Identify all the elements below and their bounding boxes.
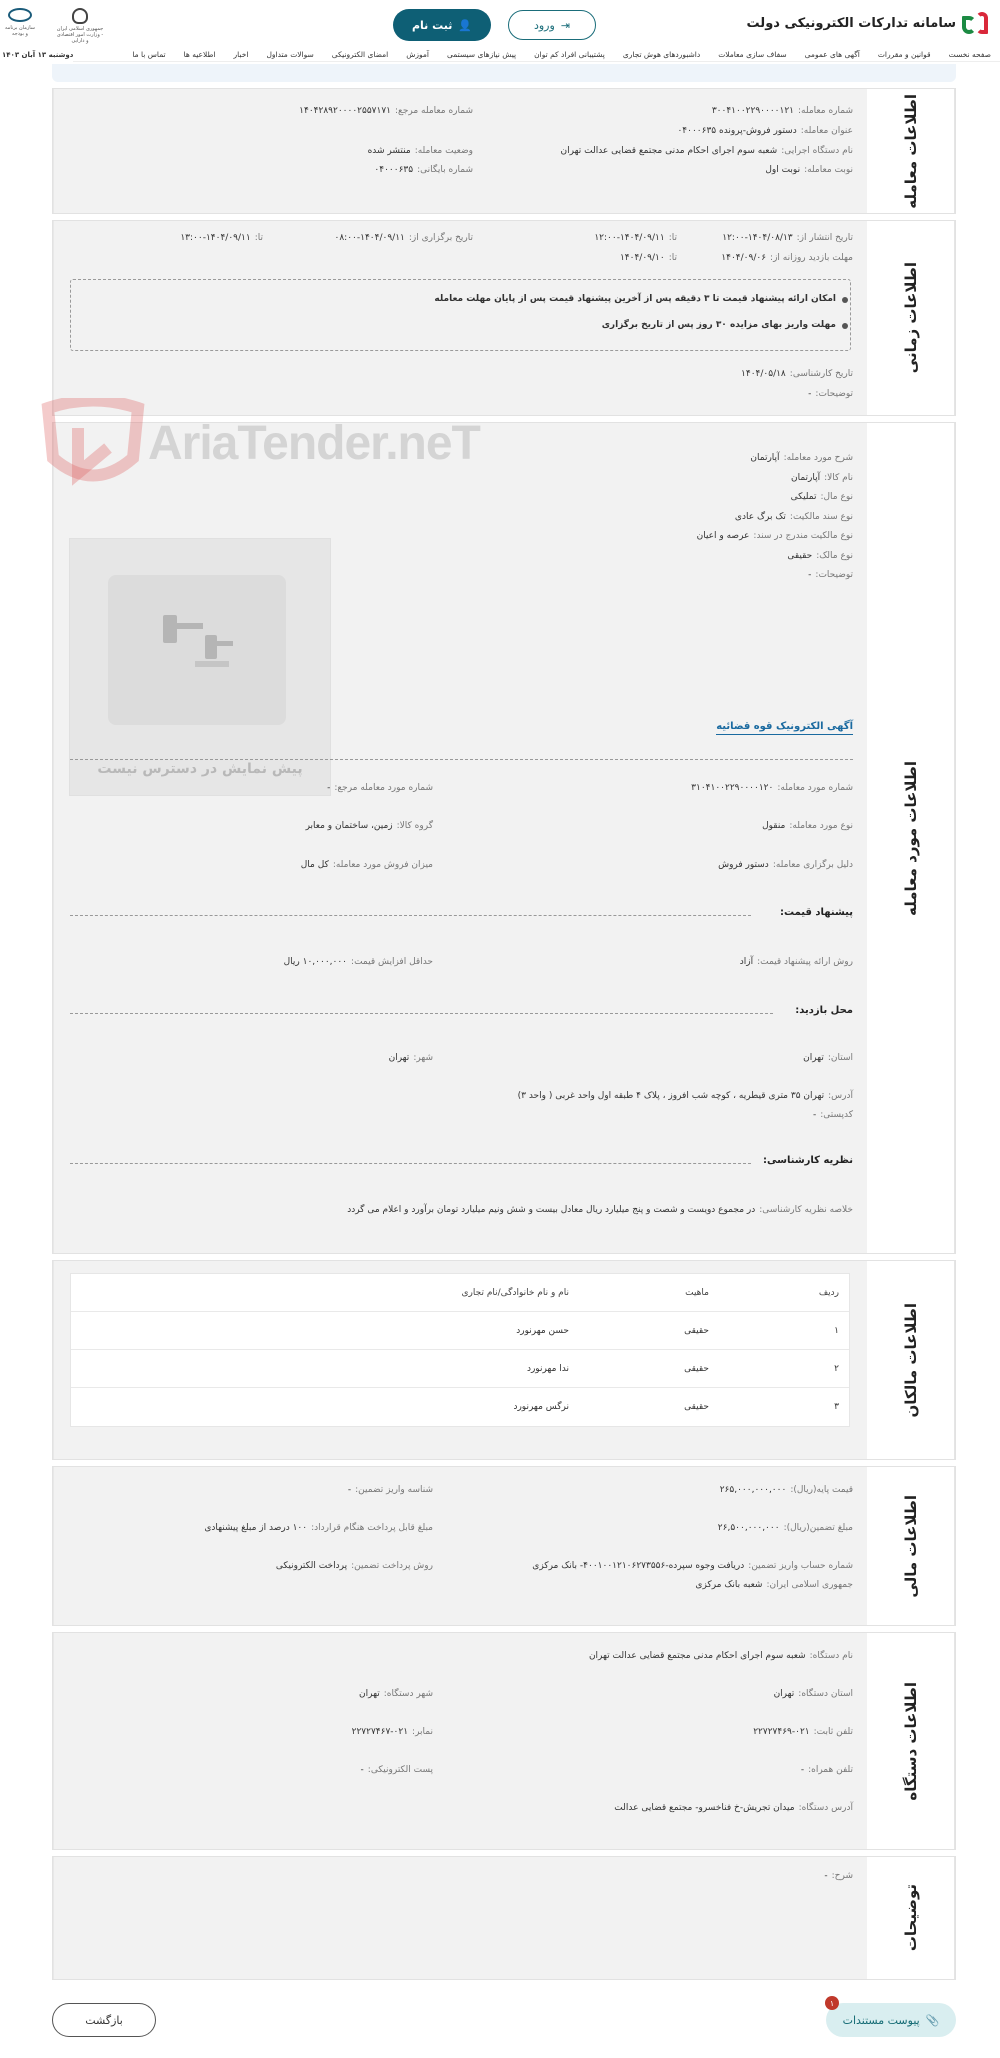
visit-city: شهر:تهران <box>388 1053 433 1063</box>
deal-round: نوبت معامله:نوبت اول <box>765 165 853 175</box>
image-unavailable-text: پیش نمایش در دسترس نیست <box>97 761 303 777</box>
visit-from: مهلت بازدید روزانه از:۱۴۰۴/۰۹/۰۶ <box>721 253 853 263</box>
col-index: ردیف <box>818 1288 839 1298</box>
item-goods: نام کالا:آپارتمان <box>790 473 853 483</box>
section-deal-info <box>52 88 956 214</box>
divider <box>70 915 751 916</box>
nav-item-support[interactable]: پشتیبانی افراد کم توان <box>534 50 605 59</box>
min-increase: حداقل افزایش قیمت:۱۰,۰۰۰,۰۰۰ ریال <box>283 957 433 967</box>
nav-item-faq[interactable]: سوالات متداول <box>266 50 314 59</box>
item-kind: نوع مورد معامله:منقول <box>762 821 853 831</box>
notes-description: شرح:- <box>824 1871 853 1881</box>
visit-postal-code: کدپستی:- <box>812 1110 853 1120</box>
item-sale-amount: میزان فروش مورد معامله:کل مال <box>300 860 433 870</box>
judiciary-ad-link[interactable]: آگهی الکترونیک قوه قضائیه <box>716 721 853 735</box>
section-tab: اطلاعات معامله <box>867 89 955 213</box>
deal-archive: شماره بایگانی:۰۴۰۰۰۶۳۵ <box>374 165 473 175</box>
government-emblem: جمهوری اسلامی ایران - وزارت امور اقتصادی و دارایی <box>56 8 104 44</box>
deal-status: وضعیت معامله:منتشر شده <box>367 146 473 156</box>
attachments-count-badge: ۱ <box>825 1996 839 2010</box>
deal-executor: نام دستگاه اجرایی:شعبه سوم اجرای احکام مدنی مجتمع قضایی عدالت تهران <box>560 146 853 156</box>
paperclip-icon: 📎 <box>925 2013 940 2027</box>
divider <box>70 1013 773 1014</box>
section-owners <box>52 1260 956 1460</box>
time-notes-box <box>70 279 851 351</box>
nav-item-esign[interactable]: امضای الکترونیکی <box>331 50 389 59</box>
expert-date: تاریخ کارشناسی:۱۴۰۴/۰۵/۱۸ <box>741 369 853 379</box>
deal-number: شماره معامله:۳۰۰۴۱۰۰۲۲۹۰۰۰۰۱۲۱ <box>711 106 853 116</box>
nav-item-ads[interactable]: آگهی های عمومی <box>804 50 860 59</box>
device-city: شهر دستگاه:تهران <box>359 1689 433 1699</box>
item-ownership: نوع مالکیت مندرج در سند:عرصه و اعیان <box>696 531 853 541</box>
nav-item-notices[interactable]: اطلاعیه ها <box>183 50 216 59</box>
visit-address: آدرس:تهران ۳۵ متری قیطریه ، کوچه شب افروز ، پلاک ۴ طبقه اول واحد غربی ( واحد ۳) <box>517 1091 853 1101</box>
item-notes: توضیحات:- <box>808 570 853 580</box>
section-finance <box>52 1466 956 1626</box>
device-address: آدرس دستگاه:میدان تجریش-خ فناخسرو- مجتمع قضایی عدالت <box>614 1803 853 1813</box>
time-description: توضیحات:- <box>808 389 853 399</box>
table-header-row <box>71 1274 849 1312</box>
item-number: شماره مورد معامله:۳۱۰۴۱۰۰۲۲۹۰۰۰۰۱۲۰ <box>691 783 853 793</box>
held-from: تاریخ برگزاری از:۱۴۰۴/۰۹/۱۱-۰۸:۰۰ <box>334 233 473 243</box>
col-name: نام و نام خانوادگی/نام تجاری <box>461 1288 569 1298</box>
watermark-text: AriaTender.neT <box>148 417 480 470</box>
time-note: مهلت واریز بهای مزایده ۳۰ روز پس از تاریخ برگزاری <box>601 320 836 330</box>
divider <box>70 1163 751 1164</box>
section-device <box>52 1632 956 1850</box>
nav-item-transparency[interactable]: سفاف سازی معاملات <box>718 50 787 59</box>
organization-logo: سازمان برنامه و بودجه <box>4 8 36 44</box>
nav-item-laws[interactable]: قوانین و مقررات <box>877 50 931 59</box>
section-item-info <box>52 422 956 1254</box>
offer-method: روش ارائه پیشنهاد قیمت:آزاد <box>739 957 853 967</box>
item-owner-type: نوع مالک:حقیقی <box>787 551 853 561</box>
device-email: پست الکترونیکی:- <box>360 1765 433 1775</box>
section-tab: اطلاعات مالکان <box>867 1261 955 1459</box>
setad-logo-icon <box>962 10 988 36</box>
nav-item-dashboards[interactable]: داشبوردهای هوش تجاری <box>622 50 701 59</box>
back-button[interactable]: بازگشت <box>52 2003 156 2037</box>
nav-item-training[interactable]: آموزش <box>406 50 429 59</box>
table-row: ۱ حقیقی حسن مهرنورد <box>71 1312 849 1350</box>
watermark-logo-icon <box>38 398 148 498</box>
table-row: ۲ حقیقی ندا مهرنورد <box>71 1350 849 1388</box>
info-strip <box>52 64 956 82</box>
deal-ref-number: شماره معامله مرجع:۱۴۰۴۲۸۹۲۰۰۰۰۲۵۵۷۱۷۱ <box>299 106 473 116</box>
brand[interactable] <box>747 10 988 36</box>
site-header <box>0 0 1000 48</box>
item-reason: دلیل برگزاری معامله:دستور فروش <box>718 860 853 870</box>
item-goods-group: گروه کالا:زمین، ساختمان و معابر <box>305 821 433 831</box>
login-button[interactable]: ⇥ ورود <box>508 10 596 40</box>
section-tab: اطلاعات دستگاه <box>867 1633 955 1849</box>
publish-from: تاریخ انتشار از:۱۴۰۴/۰۸/۱۳-۱۲:۰۰ <box>722 233 853 243</box>
user-plus-icon: 👤 <box>458 18 473 32</box>
col-kind: ماهیت <box>685 1288 709 1298</box>
section-tab: اطلاعات مورد معامله <box>867 423 955 1253</box>
guarantee-pay-method: روش پرداخت تضمین:پرداخت الکترونیکی <box>275 1561 433 1571</box>
table-row: ۳ حقیقی نرگس مهرنورد <box>513 1402 839 1412</box>
publish-to: تا:۱۴۰۴/۰۹/۱۱-۱۲:۰۰ <box>594 233 677 243</box>
nav-item-news[interactable]: اخبار <box>233 50 249 59</box>
item-deal-type: نوع مال:تملیکی <box>790 492 853 502</box>
section-tab: توضیحات <box>867 1857 955 1979</box>
offer-title: پیشنهاد قیمت: <box>780 907 853 918</box>
deal-title: عنوان معامله:دستور فروش-پرونده ۰۴۰۰۰۶۳۵ <box>677 126 853 136</box>
brand-title: سامانه تدارکات الکترونیکی دولت <box>746 15 956 31</box>
nav-item-prereqs[interactable]: پیش نیازهای سیستمی <box>446 50 517 59</box>
expert-title: نظریه کارشناسی: <box>763 1155 853 1166</box>
guarantee-amount: مبلغ تضمین(ریال):۲۶,۵۰۰,۰۰۰,۰۰۰ <box>717 1523 853 1533</box>
device-mobile: تلفن همراه:- <box>800 1765 853 1775</box>
owners-table <box>70 1273 850 1427</box>
item-deed-type: نوع سند مالکیت:تک برگ عادی <box>734 512 853 522</box>
held-to: تا:۱۴۰۴/۰۹/۱۱-۱۳:۰۰ <box>180 233 263 243</box>
section-notes <box>52 1856 956 1980</box>
attachments-button[interactable]: 📎 پیوست مستندات <box>826 2003 956 2037</box>
contract-payment: مبلغ قابل پرداخت هنگام قرارداد:۱۰۰ درصد از مبلغ پیشنهادی <box>204 1523 433 1533</box>
iran-emblem-icon <box>72 8 88 24</box>
main-nav <box>0 48 1000 62</box>
deposit-id: شناسه واریز تضمین:- <box>347 1485 433 1495</box>
base-price: قیمت پایه(ریال):۲۶۵,۰۰۰,۰۰۰,۰۰۰ <box>719 1485 853 1495</box>
device-fax: نمابر:۰۲۱-۲۲۷۲۷۴۶۷ <box>351 1727 433 1737</box>
visit-province: استان:تهران <box>803 1053 853 1063</box>
section-time-info <box>52 220 956 416</box>
section-tab: اطلاعات مالی <box>867 1467 955 1625</box>
item-image-placeholder[interactable] <box>69 538 331 796</box>
device-province: استان دستگاه:تهران <box>773 1689 853 1699</box>
gavel-icon <box>155 611 235 671</box>
visit-to: تا:۱۴۰۴/۰۹/۱۰ <box>619 253 677 263</box>
login-icon: ⇥ <box>560 18 571 32</box>
divider <box>70 759 853 760</box>
expert-summary: خلاصه نظریه کارشناسی:در مجموع دویست و شصت و پنج میلیارد ریال معادل بیست و شش ونیم میلیارد تومان برآورد و اعلام می گردد <box>347 1205 853 1215</box>
item-ref-number: شماره مورد معامله مرجع:- <box>327 783 433 793</box>
item-description: شرح مورد معامله:آپارتمان <box>750 453 853 463</box>
current-date: دوشنبه ۱۳ آبان ۱۴۰۳ <box>0 48 73 62</box>
watermark <box>38 398 518 508</box>
bank-branch: جمهوری اسلامی ایران:شعبه بانک مرکزی <box>695 1580 853 1590</box>
device-phone: تلفن ثابت:۰۲۱-۲۲۷۲۷۴۶۹ <box>753 1727 853 1737</box>
device-name: نام دستگاه:شعبه سوم اجرای احکام مدنی مجتمع قضایی عدالت تهران <box>588 1651 853 1661</box>
visit-title: محل بازدید: <box>795 1005 853 1016</box>
section-tab: اطلاعات زمانی <box>867 221 955 415</box>
nav-item-home[interactable]: صفحه نخست <box>948 50 991 59</box>
org-emblem-icon <box>8 8 32 22</box>
nav-item-contact[interactable]: تماس با ما <box>132 50 166 59</box>
guarantee-account: شماره حساب واریز تضمین:دریافت وجوه سپرده-۴۰۰۱۰۰۱۲۱۰۶۲۷۳۵۵۶- بانک مرکزی <box>532 1561 853 1571</box>
register-button[interactable]: 👤 ثبت نام <box>393 9 491 41</box>
time-note: امکان ارائه پیشنهاد قیمت تا ۳ دقیقه پس از آخرین پیشنهاد قیمت پس از پایان مهلت معامله <box>434 294 836 304</box>
